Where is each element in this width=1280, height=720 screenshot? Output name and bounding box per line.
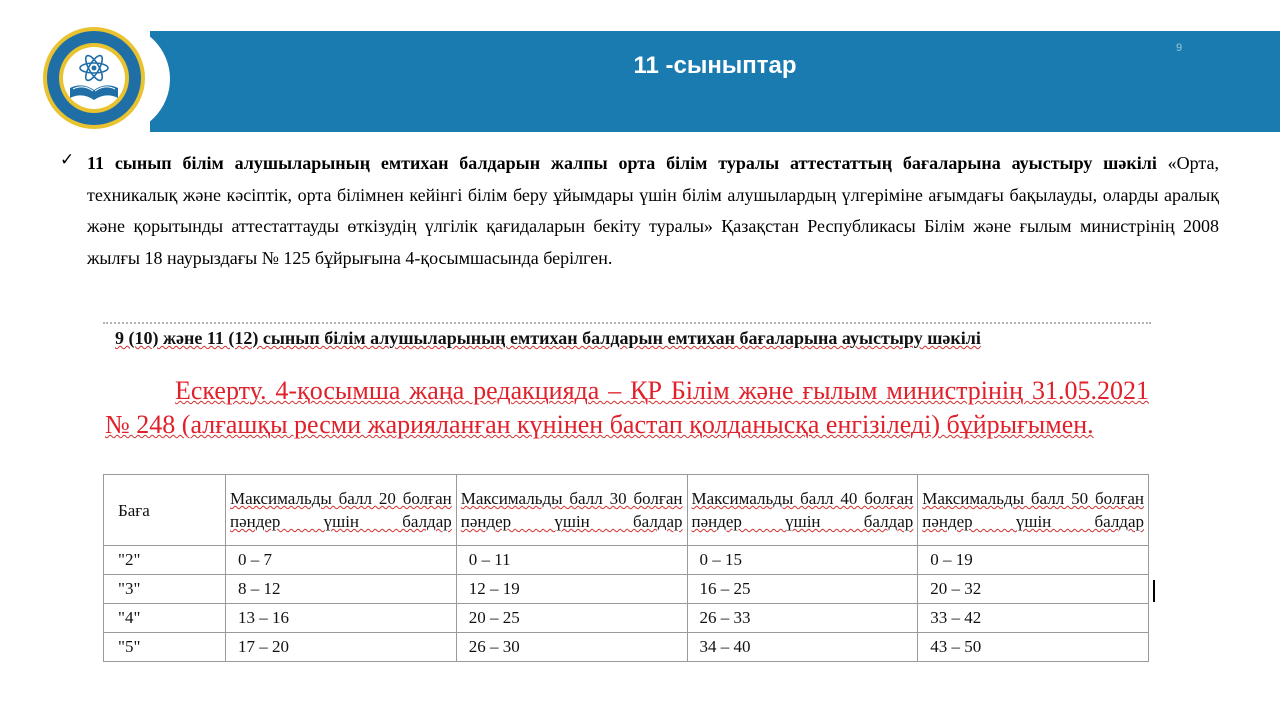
table-cell: 0 – 7: [226, 546, 457, 575]
intro-paragraph: [87, 148, 1219, 274]
table-cell: 0 – 19: [918, 546, 1149, 575]
table-cell: 0 – 15: [687, 546, 918, 575]
table-cell: 20 – 25: [456, 604, 687, 633]
table-cell-grade: "4": [104, 604, 226, 633]
table-row: [104, 633, 1149, 662]
text-cursor: [1153, 580, 1155, 602]
page-number: 9: [1176, 42, 1183, 54]
table-header-max30: Максимальды балл 30 болған пәндер үшін балдар: [456, 475, 687, 546]
table-cell: 8 – 12: [226, 575, 457, 604]
table-cell: 20 – 32: [918, 575, 1149, 604]
ministry-emblem-icon: [40, 26, 148, 130]
document-excerpt: [103, 322, 1151, 666]
table-cell: 43 – 50: [918, 633, 1149, 662]
table-cell-grade: "3": [104, 575, 226, 604]
table-header-grade: Баға: [104, 475, 226, 546]
table-cell: 17 – 20: [226, 633, 457, 662]
table-header-max20: Максимальды балл 20 болған пәндер үшін балдар: [226, 475, 457, 546]
table-header-max50: Максимальды балл 50 болған пәндер үшін балдар: [918, 475, 1149, 546]
table-header-row: [104, 475, 1149, 546]
table-header-max40: Максимальды балл 40 болған пәндер үшін балдар: [687, 475, 918, 546]
amendment-note: [105, 374, 1149, 442]
table-cell: 26 – 33: [687, 604, 918, 633]
amendment-note-text: Ескерту. 4-қосымша жаңа редакцияда – ҚР Білім және ғылым министрінің 31.05.2021 № 248 (алғашқы ресми жарияланған күнінен бастап қолданысқа енгізіледі) бұйрығымен.: [105, 376, 1149, 439]
intro-rest-text: «Орта, техникалық және кәсіптік, орта білімнен кейінгі білім беру ұйымдары үшін білім алушылардың үлгеріміне ағымдағы бақылауды, оларды аралық және қорытынды аттестаттауды өткізудің үлгілік қағидаларын бекіту туралы» Қазақстан Республикасы Білім және ғылым министрінің 2008 жылғы 18 наурыздағы № 125 бұйрығына 4-қосымшасында берілген.: [87, 153, 1219, 268]
document-heading: 9 (10) және 11 (12) сынып білім алушыларының емтихан балдарын емтихан бағаларына ауыстыру шәкілі: [115, 328, 981, 348]
table-cell: 12 – 19: [456, 575, 687, 604]
slide-title: 11 -сыныптар: [633, 52, 797, 79]
grade-conversion-table: [103, 474, 1149, 662]
table-cell-grade: "5": [104, 633, 226, 662]
table-cell: 0 – 11: [456, 546, 687, 575]
table-cell: 13 – 16: [226, 604, 457, 633]
table-row: [104, 604, 1149, 633]
table-cell-grade: "2": [104, 546, 226, 575]
checkmark-icon: ✓: [60, 150, 75, 170]
table-cell: 34 – 40: [687, 633, 918, 662]
table-cell: 26 – 30: [456, 633, 687, 662]
table-row: [104, 546, 1149, 575]
table-row: [104, 575, 1149, 604]
table-cell: 16 – 25: [687, 575, 918, 604]
intro-bold-text: 11 сынып білім алушыларының емтихан балдарын жалпы орта білім туралы аттестаттың бағаларына ауыстыру шәкілі: [87, 153, 1157, 173]
table-cell: 33 – 42: [918, 604, 1149, 633]
